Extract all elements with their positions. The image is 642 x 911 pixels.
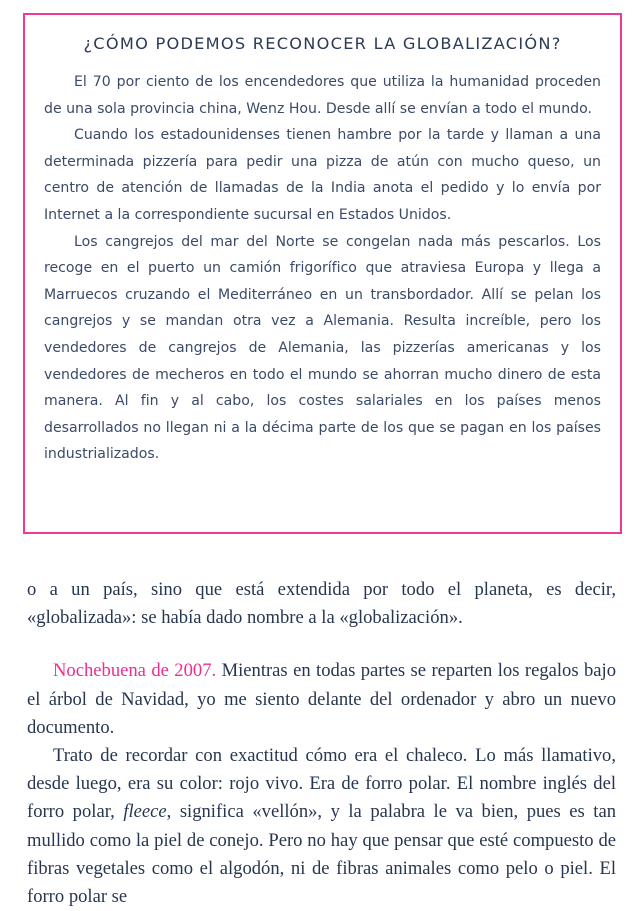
callout-paragraph-3: Los cangrejos del mar del Norte se congelan nada más pescarlos. Los recoge en el puerto un camión frigorífico que atraviesa Europa y llega a Marruecos cruzando el Mediterráneo en un transbordador. Allí se pelan los cangrejos y se mandan otra vez a Alemania. Resulta increíble, pero los vendedores de cangrejos de Alemania, las pizzerías americanas y los vendedores de mecheros en todo el mundo se ahorran mucho dinero de esta manera. Al fin y al cabo, los costes salariales en los países menos desarrollados no llegan ni a la décima parte de los que se pagan en los países industrializados. xyxy=(44,233,601,463)
date-lead-label: Nochebuena de 2007. xyxy=(53,660,217,682)
callout-box xyxy=(23,13,622,534)
callout-paragraph-1: El 70 por ciento de los encendedores que utiliza la humanidad proceden de una sola provincia china, Wenz Hou. Desde allí se envían a todo el mundo. xyxy=(44,74,601,117)
callout-paragraph-2: Cuando los estadounidenses tienen hambre por la tarde y llaman a una determinada pizzería para pedir una pizza de atún con mucho queso, un centro de atención de llamadas de la India anota el pedido y lo envía por Internet a la correspondiente sucursal en Estados Unidos. xyxy=(44,127,601,223)
callout-title: ¿CÓMO PODEMOS RECONOCER LA GLOBALIZACIÓN? xyxy=(83,34,562,53)
date-paragraph-rest: Mientras en todas partes se reparten los regalos bajo el árbol de Navidad, yo me siento delante del ordenador y abro un nuevo documento. xyxy=(27,660,617,738)
body-text xyxy=(27,576,616,911)
date-paragraph xyxy=(27,657,616,742)
fleece-italic-term: fleece xyxy=(123,801,167,823)
fleece-paragraph-part2: , significa «vellón», y la palabra le va bien, pues es tan mullido como la piel de conejo. Pero no hay que pensar que esté compuesto de fibras vegetales como el algodón, ni de fibras animales como pelo o piel. El forro polar se xyxy=(27,801,617,908)
callout-body xyxy=(44,69,601,468)
fleece-paragraph-part1: Trato de recordar con exactitud cómo era el chaleco. Lo más llamativo, desde luego, era su color: rojo vivo. Era de forro polar. El nombre inglés del forro polar, xyxy=(27,745,616,823)
fleece-paragraph xyxy=(27,742,616,911)
continued-paragraph: o a un país, sino que está extendida por todo el planeta, es decir, «globalizada»: se había dado nombre a la «globalización». xyxy=(27,579,616,629)
